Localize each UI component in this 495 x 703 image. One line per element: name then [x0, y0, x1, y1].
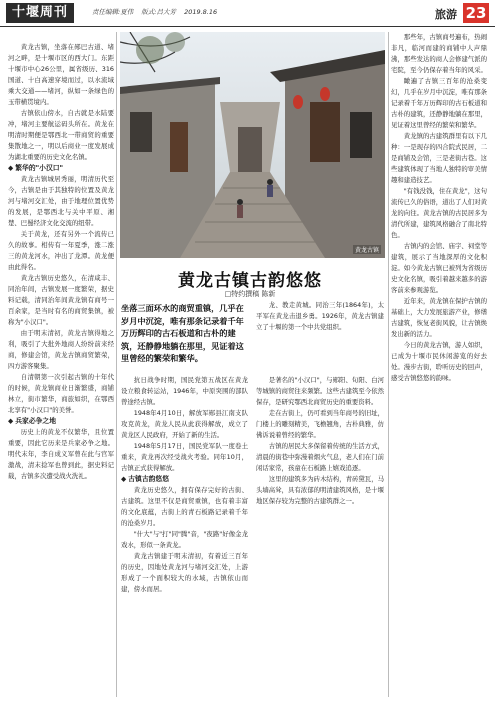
article-paragraph: 黄龙古镇建于明末清初，有着近三百年的历史，因地处黄龙河与堵河交汇处，上游形成了一个面积较大的水域，古镇依山而建，傍水而居。: [121, 552, 248, 593]
masthead: 十堰周刊: [6, 3, 74, 23]
editor-credit: 责任编辑:夏伟: [92, 8, 134, 16]
section-subheading: ◆ 繁华的"小汉口": [8, 163, 114, 174]
article-paragraph: "什大"与"打"同"腾"音，"夜路"好像金龙戏水，形似一条黄龙。: [121, 530, 248, 549]
page-header: [0, 0, 495, 27]
column-divider: [388, 32, 389, 697]
article-paragraph: 黄龙古镇历史悠久，在清咸丰、同治年间，古镇发展一度繁荣，据史料记载，清同治年间黄龙镇有商号一百余家，是当时有名的商贸集镇，被称为"小汉口"。: [8, 274, 114, 326]
article-paragraph: 黄龙古镇，坐落在郧巴古道、堵河之畔，是十堰市区的西大门。东距十堰市中心26公里，属省级历、316国道、十白高速穿境而过，以水流域乘大交通——堵河，纵如一条绿色的玉带横贯境内。: [8, 43, 114, 106]
edition-info: [92, 7, 223, 16]
old-street-photo: [120, 32, 385, 258]
article-paragraph: 抗日战争时期，国民党第五战区在黄龙设立粮食转运站，1946年，中原突围的部队曾途经古镇。: [121, 376, 248, 406]
section-subheading: ◆ 兵家必争之地: [8, 416, 114, 427]
page-number: 23: [463, 3, 489, 23]
article-paragraph: 历史上的黄龙不仅繁华，且位置重要，因此它历来是兵家必争之地。明代末年，李自成义军曾在此与官军激战，清末捻军也曾到此，据史料记载，古镇多次遭受战火洗礼。: [8, 428, 114, 480]
article-paragraph: 古镇内的会馆、庙宇、祠堂等建筑，展示了当地深厚的文化积淀。如今黄龙古镇已被列为省级历史文化名镇，吸引着越来越多的游客前来参观游览。: [391, 242, 487, 294]
article-column-3-top: [256, 300, 384, 375]
article-column-1: [8, 42, 114, 697]
article-paragraph: 1948年4月10日，解放军郧县江南支队攻克黄龙，黄龙人民从此获得解放，成立了黄龙区人民政府，开始了新的生活。: [121, 409, 248, 439]
article-paragraph: 古镇的居民大多保留着传统的生活方式，清晨的街巷中弥漫着烟火气息，老人们在门前闲话家常，孩童在石板路上嬉戏追逐。: [256, 442, 384, 472]
article-paragraph: 自清朝第一次引起古镇的十年代的时候，黄龙镇商业日渐繁盛，商铺林立，街市繁华，商旅如织，在鄂西北享有"小汉口"的美誉。: [8, 373, 114, 414]
article-paragraph: 由于明末清初，黄龙古镇得地之利，吸引了大批外地商人纷纷前来经商，修建会馆，黄龙古镇商贸繁荣，四方游客聚集。: [8, 329, 114, 370]
article-paragraph: 走在古街上，仍可看到当年商号的旧址，门楼上的雕刻精美，飞檐翘角，古朴典雅，仿佛诉说着曾经的繁华。: [256, 409, 384, 439]
article-paragraph: 是著名的"小汉口"，与郧阳、旬阳、白河等城镇的商贸往来频繁。这些古建筑至今依然保存，是研究鄂西北商贸历史的重要资料。: [256, 376, 384, 406]
column-divider: [116, 32, 117, 697]
photo-caption: 黄龙古镇: [354, 247, 379, 254]
article-paragraph: 古镇依山傍水，自古就是水陆要冲，堵河主要航运码头所在。黄龙在明清时期便是鄂西北一带商贸的重要集散地之一，明以后商业一度发展成为湖北重要的历史文化名镇。: [8, 109, 114, 161]
article-headline: 黄龙古镇古韵悠悠: [178, 271, 322, 291]
article-paragraph: 1948年5月17日，国民党军队一度卷土重来，黄龙再次经受战火考验。同年10月，古镇正式获得解放。: [121, 442, 248, 472]
article-paragraph: 龙、教走黄城。同治三年(1864年)，太平军在黄龙击退乡勇。1926年，黄龙古镇建立了十堰的第一个中共党组织。: [256, 301, 384, 331]
article-photo: [120, 32, 385, 258]
article-paragraph: "有钱没钱，住在黄龙"，这句流传已久的俗语，道出了人们对黄龙的向往。黄龙古镇的古民居多为清代所建，建筑风格融合了南北特色。: [391, 187, 487, 239]
designer-credit: 版式:吕大芳: [141, 8, 176, 16]
article-paragraph: 那些年，古镇商号遍布，热闹非凡，临河而建的商铺中人声鼎沸，那些发达的商人会修建气派的宅院，至今仍保存着当年的风采。: [391, 33, 487, 74]
article-paragraph: 瞰遍了古镇三百年的沧桑变幻，几乎在岁月中沉淀，唯有那条记录着千年万历辉印的古石板道和古朴的建筑，还静静地躺在那里，见证着这里曾经的繁荣和繁华。: [391, 77, 487, 129]
article-paragraph: 今日的黄龙古镇，游人如织，已成为十堰市民休闲游览的好去处。漫步古街，聆听历史的回声，感受古镇悠悠的韵味。: [391, 341, 487, 382]
article-column-3: [256, 375, 384, 697]
section-name: 旅游: [435, 8, 457, 21]
article-paragraph: 这里的建筑多为砖木结构，青砖黛瓦，马头墙高耸，具有浓郁的明清建筑风格，是十堰地区保存较为完整的古建筑群之一。: [256, 475, 384, 505]
article-column-2: [121, 375, 248, 697]
article-byline: □特约撰稿 陈新: [224, 290, 276, 298]
article-paragraph: 关于黄龙，还有另外一个流传已久的故事。相传有一年夏季，涨二涨三的黄龙河水，冲出了龙潭。黄龙便由此得名。: [8, 230, 114, 271]
article-paragraph: 黄龙历史悠久，拥有保存完好的古街、古建筑。这里不仅是商贸重镇，也有着丰富的文化底蕴，古街上的青石板路记录着千年的沧桑岁月。: [121, 486, 248, 527]
issue-date: 2019.8.16: [184, 8, 218, 16]
article-paragraph: 近年来，黄龙镇在保护古镇的基础上，大力发展旅游产业，修缮古建筑，恢复老街风貌，让古镇焕发出新的活力。: [391, 297, 487, 338]
section-subheading: ◆ 古镇古韵悠悠: [121, 474, 248, 485]
pull-quote: 坐落三面环水的商贸重镇，几乎在岁月中沉淀，唯有那条记录着千年万历辉印的古石板道和古朴的建筑，还静静地躺在那里，见证着这里曾经的繁荣和繁华。: [121, 303, 244, 363]
article-paragraph: 黄龙古镇城居秀丽，明清历代至今，古镇是由于其独特的位置及黄龙河与堵河交汇处，由于地理位置优势的发展，是鄂西北与关中平原、湘楚、巴蜀经济文化交流的纽带。: [8, 175, 114, 227]
article-paragraph: 黄龙镇的古建筑群里有以下几种：一是现存的四合院式民居，二是商铺及会馆，三是老街古巷。这些建筑体现了当地人独特的审美情趣和建造技艺。: [391, 132, 487, 184]
article-column-4: [391, 32, 487, 697]
